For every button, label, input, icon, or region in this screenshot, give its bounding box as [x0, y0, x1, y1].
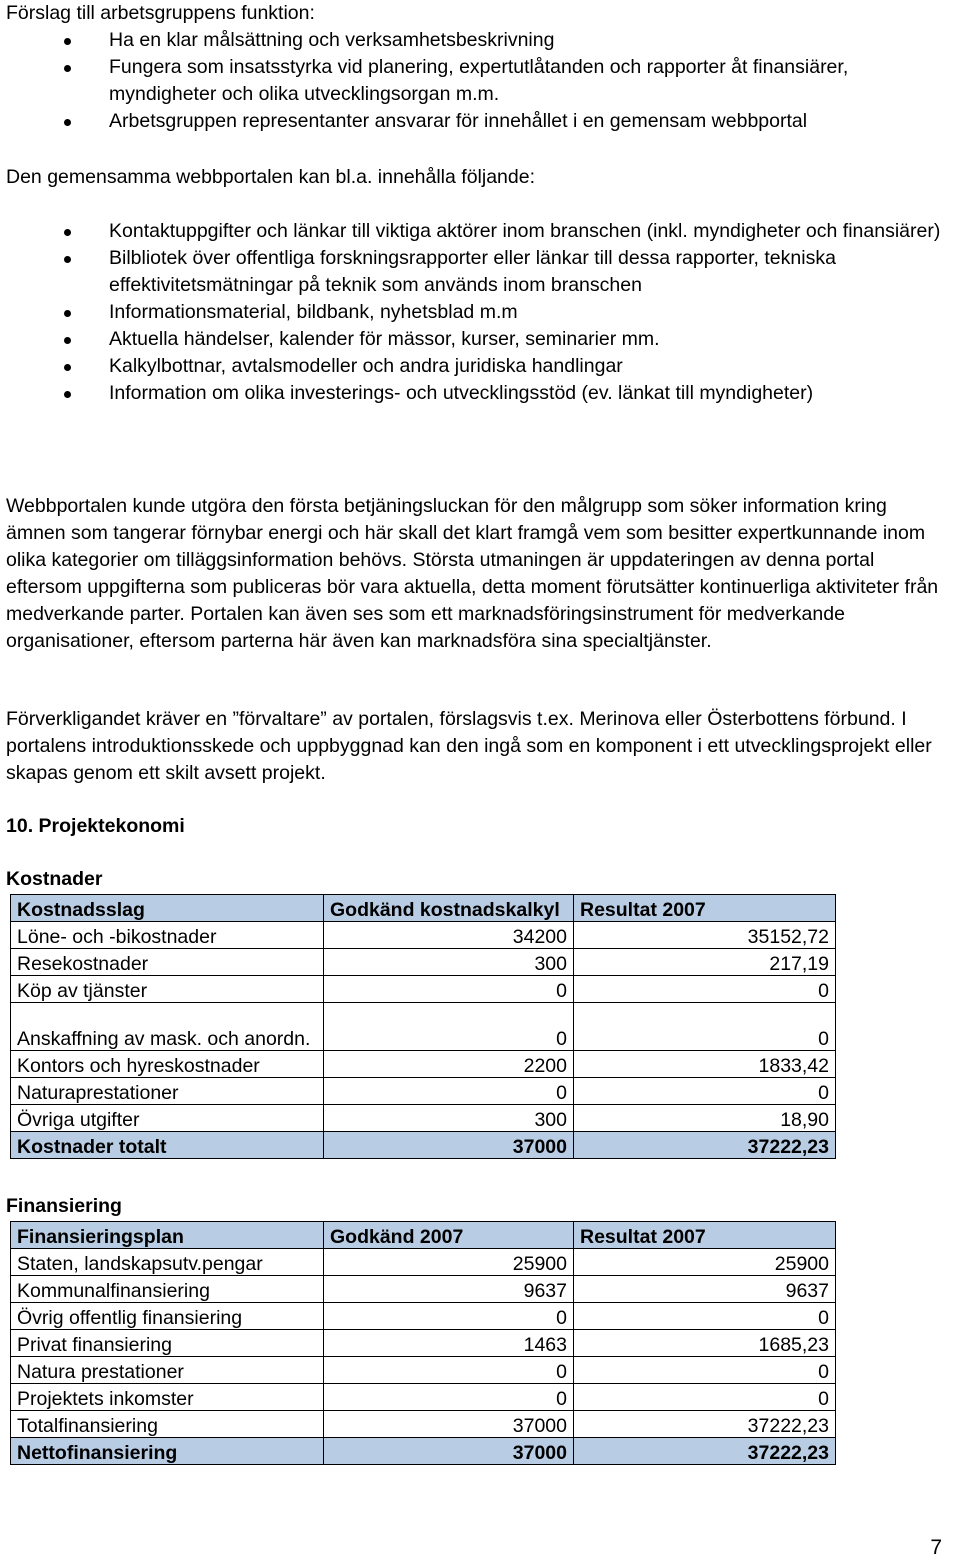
row-label: Anskaffning av mask. och anordn. — [11, 1003, 324, 1051]
list-item: Aktuella händelser, kalender för mässor, kurser, seminarier mm. — [6, 326, 951, 353]
table-row — [11, 1051, 836, 1078]
function-list — [6, 27, 951, 135]
intro-line: Förslag till arbetsgruppens funktion: — [6, 2, 315, 24]
paragraph-portal: Webbportalen kunde utgöra den första betjäningsluckan för den målgrupp som söker information kring ämnen som tangerar förnybar energi och här skall det klart framgå vem som besitter expertkunnande inom olika kategorier om tilläggsinformation behövs. Största utmaningen är uppdateringen av denna portal eftersom uppgifterna som publiceras bör vara aktuella, detta moment förutsätter kontinuerliga aktiviteter från medverkande parter. Portalen kan även ses som ett marknadsföringsinstrument för medverkande organisationer, eftersom parterna här även kan marknadsföra sina specialtjänster. — [6, 495, 939, 652]
table-row — [11, 1357, 836, 1384]
header-cell: Resultat 2007 — [574, 1222, 836, 1249]
result-value: 217,19 — [574, 949, 836, 976]
row-label: Natura prestationer — [11, 1357, 324, 1384]
table-row — [11, 1249, 836, 1276]
result-value: 0 — [574, 1078, 836, 1105]
result-value: 1685,23 — [574, 1330, 836, 1357]
list-item: Kontaktuppgifter och länkar till viktiga aktörer inom branschen (inkl. myndigheter och finansiärer) — [6, 218, 951, 245]
budget-value: 25900 — [324, 1249, 574, 1276]
row-label: Köp av tjänster — [11, 976, 324, 1003]
financing-table — [10, 1221, 836, 1465]
row-label: Projektets inkomster — [11, 1384, 324, 1411]
result-value: 1833,42 — [574, 1051, 836, 1078]
header-cell: Resultat 2007 — [574, 895, 836, 922]
table-row — [11, 1330, 836, 1357]
row-label: Totalfinansiering — [11, 1411, 324, 1438]
budget-value: 0 — [324, 1357, 574, 1384]
table-row — [11, 1276, 836, 1303]
table-row — [11, 1078, 836, 1105]
budget-value: 300 — [324, 1105, 574, 1132]
table-total-row — [11, 1438, 836, 1465]
list-item: Fungera som insatsstyrka vid planering, expertutlåtanden och rapporter åt finansiärer, myndigheter och olika utvecklingsorgan m.m. — [6, 54, 951, 108]
row-label: Naturaprestationer — [11, 1078, 324, 1105]
budget-value: 300 — [324, 949, 574, 976]
header-cell: Finansieringsplan — [11, 1222, 324, 1249]
budget-value: 9637 — [324, 1276, 574, 1303]
table-row — [11, 976, 836, 1003]
table-total-row — [11, 1132, 836, 1159]
budget-value: 0 — [324, 1078, 574, 1105]
list-item: Ha en klar målsättning och verksamhetsbeskrivning — [6, 27, 951, 54]
result-value: 0 — [574, 1384, 836, 1411]
total-label: Nettofinansiering — [11, 1438, 324, 1465]
result-value: 0 — [574, 1003, 836, 1051]
costs-table — [10, 894, 836, 1159]
page-number: 7 — [930, 1536, 942, 1559]
row-label: Övrig offentlig finansiering — [11, 1303, 324, 1330]
budget-value: 1463 — [324, 1330, 574, 1357]
budget-value: 0 — [324, 1003, 574, 1051]
table-header-row — [11, 895, 836, 922]
result-value: 18,90 — [574, 1105, 836, 1132]
total-result: 37222,23 — [574, 1438, 836, 1465]
total-label: Kostnader totalt — [11, 1132, 324, 1159]
result-value: 25900 — [574, 1249, 836, 1276]
portal-intro-line: Den gemensamma webbportalen kan bl.a. innehålla följande: — [6, 166, 536, 188]
table-row — [11, 1411, 836, 1438]
table-row — [11, 1105, 836, 1132]
table-row — [11, 1003, 836, 1051]
result-value: 37222,23 — [574, 1411, 836, 1438]
header-cell: Godkänd kostnadskalkyl — [324, 895, 574, 922]
budget-value: 0 — [324, 976, 574, 1003]
row-label: Staten, landskapsutv.pengar — [11, 1249, 324, 1276]
financing-heading: Finansiering — [6, 1195, 122, 1217]
list-item: Arbetsgruppen representanter ansvarar för innehållet i en gemensam webbportal — [6, 108, 951, 135]
header-cell: Godkänd 2007 — [324, 1222, 574, 1249]
result-value: 9637 — [574, 1276, 836, 1303]
budget-value: 0 — [324, 1384, 574, 1411]
row-label: Privat finansiering — [11, 1330, 324, 1357]
row-label: Resekostnader — [11, 949, 324, 976]
table-row — [11, 1384, 836, 1411]
list-item: Information om olika investerings- och utvecklingsstöd (ev. länkat till myndigheter) — [6, 380, 951, 407]
budget-value: 2200 — [324, 1051, 574, 1078]
table-row — [11, 1303, 836, 1330]
result-value: 35152,72 — [574, 922, 836, 949]
row-label: Kommunalfinansiering — [11, 1276, 324, 1303]
paragraph-administrator: Förverkligandet kräver en ”förvaltare” av portalen, förslagsvis t.ex. Merinova eller Österbottens förbund. I portalens introduktionsskede och uppbyggnad kan den ingå som en komponent i ett utvecklingsprojekt eller skapas genom ett skilt avsett projekt. — [6, 708, 932, 784]
list-item: Kalkylbottnar, avtalsmodeller och andra juridiska handlingar — [6, 353, 951, 380]
section-heading: 10. Projektekonomi — [6, 815, 185, 837]
result-value: 0 — [574, 976, 836, 1003]
portal-content-list — [6, 218, 951, 407]
budget-value: 0 — [324, 1303, 574, 1330]
row-label: Övriga utgifter — [11, 1105, 324, 1132]
row-label: Kontors och hyreskostnader — [11, 1051, 324, 1078]
budget-value: 34200 — [324, 922, 574, 949]
table-header-row — [11, 1222, 836, 1249]
total-budget: 37000 — [324, 1132, 574, 1159]
table-row — [11, 949, 836, 976]
result-value: 0 — [574, 1303, 836, 1330]
list-item: Informationsmaterial, bildbank, nyhetsblad m.m — [6, 299, 951, 326]
costs-heading: Kostnader — [6, 868, 103, 890]
list-item: Bilbliotek över offentliga forskningsrapporter eller länkar till dessa rapporter, tekniska effektivitetsmätningar på teknik som används inom branschen — [6, 245, 951, 299]
total-result: 37222,23 — [574, 1132, 836, 1159]
header-cell: Kostnadsslag — [11, 895, 324, 922]
budget-value: 37000 — [324, 1411, 574, 1438]
total-budget: 37000 — [324, 1438, 574, 1465]
row-label: Löne- och -bikostnader — [11, 922, 324, 949]
table-row — [11, 922, 836, 949]
result-value: 0 — [574, 1357, 836, 1384]
